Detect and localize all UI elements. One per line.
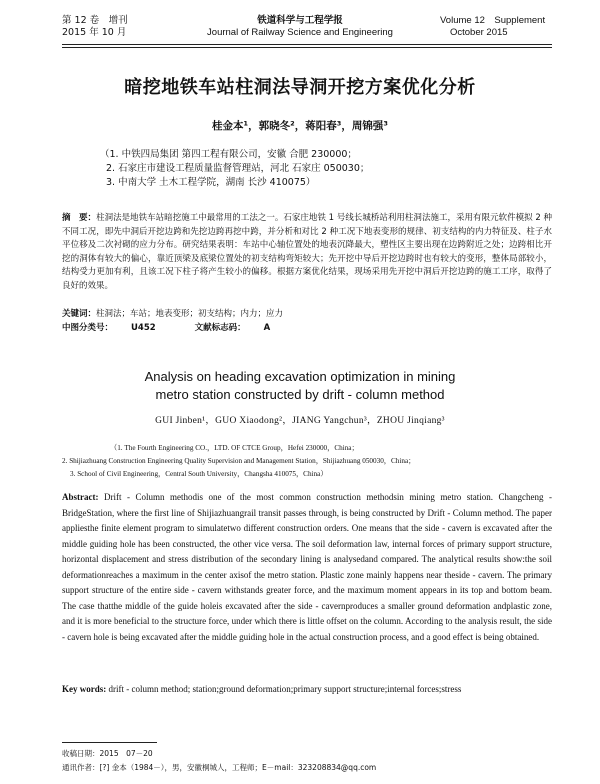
header-right — [440, 15, 550, 39]
header-issue-cn: 第 12 卷 增刊 — [62, 15, 128, 26]
en-affiliation-2: 2. Shijiazhuang Construction Engineering Quality Supervision and Management Station，Shijiazhuang 050030，China； — [62, 457, 416, 465]
header-journal-en: Journal of Railway Science and Engineering — [207, 27, 393, 38]
cn-doc-code — [195, 323, 289, 333]
cn-abstract-text: 柱洞法是地铁车站暗挖施工中最常用的工法之一。石家庄地铁 1 号线长城桥站利用柱洞法施工，采用有限元软件模拟 2 种不同工况，即先中洞后开挖边跨和先挖边跨再挖中跨，并分析和对比 2 种工况下地表变形的规律、初支结构的内力特征及、柱子水平位移及二次衬砌的应力分布。研究结果表明：车站中心轴位置处的地表沉降最大，塑性区主要出现在边跨附近之处；边跨相比开挖的洞体有较大的偏心，靠近顶梁及底梁位置处的初支结构弯矩较大；先开挖中导后开挖边跨时也有较大的变形，整体局部较小，结构受力更加有利，且该工况下柱子将产生较小的偏移。根据方案优化结果，现场采用先开挖中洞后开挖边跨的施工工序，取得了良好的效果。 — [62, 213, 552, 291]
en-keywords-text: drift - column method; station;ground deformation;primary support structure;internal forces;stress — [108, 684, 462, 694]
cn-keywords — [62, 307, 283, 319]
cn-abstract — [62, 212, 552, 293]
cn-keywords-label: 关键词： — [62, 309, 97, 319]
en-abstract-label: Abstract: — [62, 492, 99, 502]
header-rule-thin — [62, 47, 552, 48]
en-abstract — [62, 490, 552, 645]
header-journal-cn: 铁道科学与工程学报 — [257, 15, 343, 26]
cn-doc-label: 文献标志码： — [194, 323, 246, 333]
en-keywords-label: Key words: — [62, 684, 107, 694]
cn-affiliations — [100, 148, 520, 190]
cn-clc — [62, 323, 174, 333]
footnote-received: 收稿日期：2015 07－20 — [62, 749, 153, 758]
en-title-line-1: Analysis on heading excavation optimization in mining — [144, 369, 456, 384]
cn-clc-value: U452 — [131, 323, 156, 333]
en-authors: GUI Jinben¹，GUO Xiaodong²，JIANG Yangchun³，ZHOU Jinqiang³ — [155, 416, 445, 426]
en-title-line-2: metro station constructed by drift - column method — [155, 387, 445, 402]
footnote-contact: 通讯作者：[?] 金本（1984－），男，安徽桐城人，工程师；E－mail：323208834@qq.com — [62, 763, 377, 772]
en-title — [0, 368, 600, 404]
cn-clc-label: 中图分类号： — [62, 323, 114, 333]
cn-keywords-text: 柱洞法；车站；地表变形；初支结构；内力；应力 — [96, 309, 284, 319]
cn-affiliation-3: 3. 中南大学 土木工程学院，湖南 长沙 410075） — [106, 177, 316, 188]
cn-abstract-label: 摘 要： — [62, 213, 97, 223]
cn-authors: 桂金本¹，郭晓冬²，蒋阳春³，周锦强³ — [212, 120, 388, 132]
footnote-rule — [62, 742, 157, 743]
header-volume-en: Volume 12 Supplement — [440, 15, 546, 26]
cn-affiliation-2: 2. 石家庄市建设工程质量监督管理站，河北 石家庄 050030； — [106, 163, 370, 174]
en-affiliation-3: 3. School of Civil Engineering，Central South University，Changsha 410075，China） — [70, 470, 328, 478]
en-affiliations — [62, 442, 532, 481]
cn-classification — [62, 321, 306, 333]
header-date-en: October 2015 — [450, 27, 508, 38]
cn-doc-value: A — [263, 323, 271, 333]
cn-title: 暗挖地铁车站柱洞法导洞开挖方案优化分析 — [124, 77, 476, 98]
header-date-cn: 2015 年 10 月 — [62, 27, 127, 38]
en-abstract-text: Drift - Column methodis one of the most common construction methodsin mining metro station. Changcheng - BridgeStation, where the first line of Shijiazhuangrail transit passes through, is being constructed by Drift - Column method. The paper appliesthe finite element program to simulatetwo different construction orders. One means that the side - cavern is excavated after the middle guiding hole has been constructed, the other vice versa. The soil deformation law, internal forces of primary support structure, horizontal displacement and stress distribution of the secondary lining is analysedand compared. The analytical results show:the soil deformationreaches a maximum in the center axisof the metro station. Plastic zone mainly happens near theside - cavern. The primary support structure of the entire side - cavern withstands greater force, and the maximum moment appears in its top and bottom beam. The case thatthe middle of the guide holeis excavated after the side - cavernproduces a smaller ground deformation andplastic zone, and it is more beneficial to the structure force, under which there is little offset on the column. According to the analysis result, the side - cavern hole is being excavated after the middle guiding hole in the actual construction process, and a good effect is being obtained. — [62, 492, 553, 642]
en-affiliation-1: （1. The Fourth Engineering CO.，LTD. OF CTCE Group，Hefei 230000，China； — [110, 444, 359, 452]
header-rule-thick — [62, 44, 552, 45]
en-keywords — [62, 683, 552, 695]
cn-affiliation-1: （1. 中铁四局集团 第四工程有限公司，安徽 合肥 230000； — [100, 149, 357, 160]
